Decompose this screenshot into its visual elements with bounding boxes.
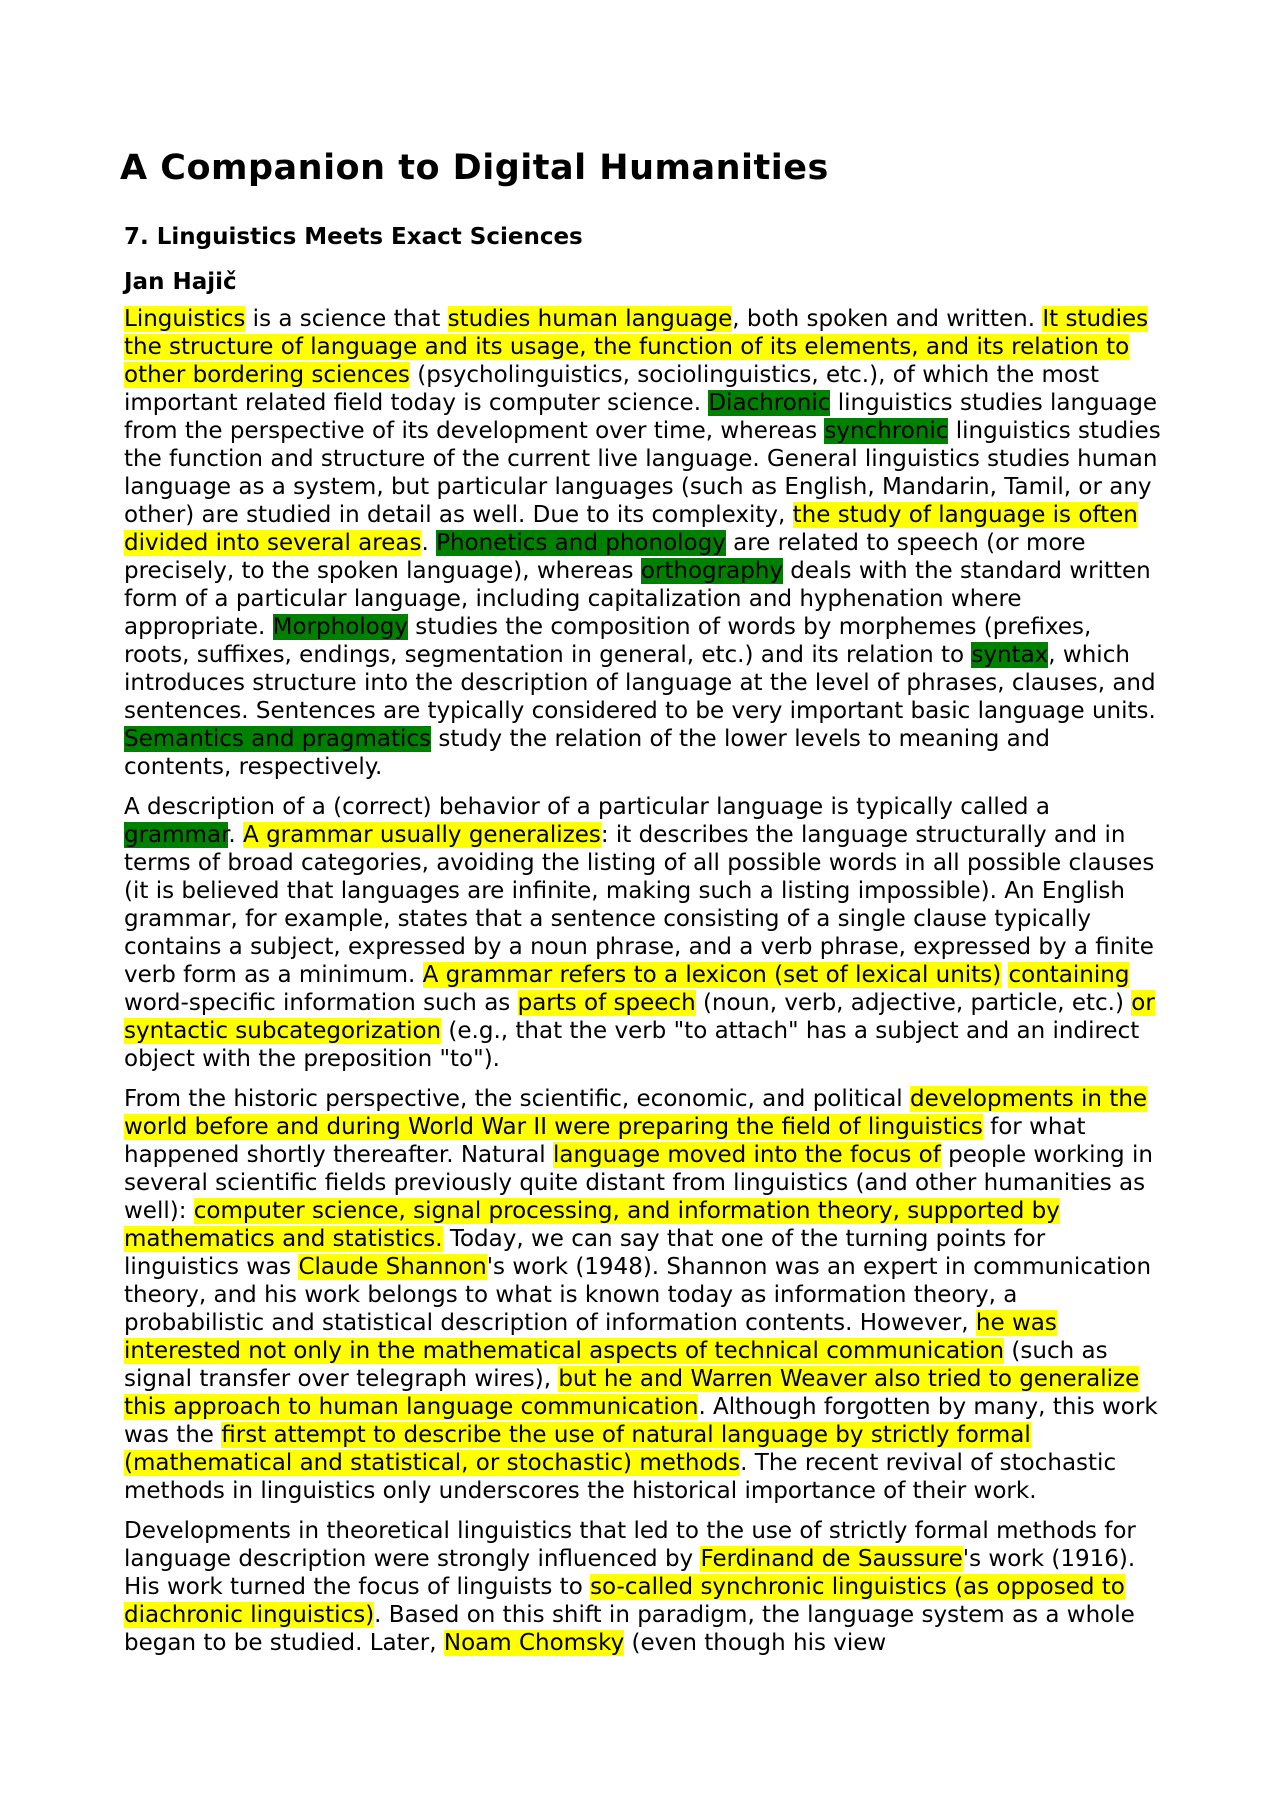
paragraph-text: word-specific information such as bbox=[124, 990, 518, 1016]
highlight-green: grammar bbox=[124, 822, 229, 848]
highlight-yellow: so-called synchronic linguistics (as opposed to diachronic linguistics) bbox=[124, 1574, 1125, 1628]
paragraph-text: people working in several scientific fields previously quite distant from linguistics (and other humanities as well): bbox=[124, 1142, 1153, 1224]
document-title: A Companion to Digital Humanities bbox=[120, 148, 829, 188]
highlight-green: orthography bbox=[640, 558, 783, 584]
paragraph-text: , both spoken and written. bbox=[732, 306, 1043, 332]
paragraph-text: linguistics studies the function and structure of the current live language. General linguistics studies human language as a system, but particular languages (such as English, Mandarin, Tamil, or any other) are studied in detail as well. Due to its complexity, bbox=[124, 418, 1161, 528]
highlight-yellow: A grammar refers to a lexicon (set of lexical units) bbox=[422, 962, 1002, 988]
paragraph bbox=[124, 1085, 1164, 1505]
highlight-yellow: containing bbox=[1008, 962, 1130, 988]
paragraph-text: (e.g., that the verb "to attach" has a subject and an indirect object with the preposition "to"). bbox=[124, 1018, 1140, 1072]
highlight-yellow: first attempt to describe the use of natural language by strictly formal (mathematical and statistical, or stochastic) methods bbox=[124, 1422, 1031, 1476]
highlight-green: synchronic bbox=[824, 418, 949, 444]
paragraph-text: deals with the standard written form of a particular language, including capitalization and hyphenation where appropriate. bbox=[124, 558, 1151, 640]
paragraph bbox=[124, 305, 1164, 781]
paragraph-text: . The recent revival of stochastic methods in linguistics only underscores the historical importance of their work. bbox=[124, 1450, 1117, 1504]
paragraph-text: A description of a (correct) behavior of a particular language is typically called a bbox=[124, 794, 1050, 820]
highlight-yellow: studies human language bbox=[447, 306, 733, 332]
highlight-yellow: but he and Warren Weaver also tried to generalize this approach to human language communication bbox=[124, 1366, 1140, 1420]
paragraph bbox=[124, 1517, 1164, 1657]
paragraph-text: . Although forgotten by many, this work was the bbox=[124, 1394, 1158, 1448]
paragraph-text: for what happened shortly thereafter. Natural bbox=[124, 1114, 1086, 1168]
paragraph-text: 's work (1916). His work turned the focus of linguists to bbox=[124, 1546, 1136, 1600]
paragraph-text: , which introduces structure into the description of language at the level of phrases, clauses, and sentences. Sentences are typically considered to be very important basic language units. bbox=[124, 642, 1156, 724]
paragraph-text: From the historic perspective, the scientific, economic, and political bbox=[124, 1086, 910, 1112]
highlight-yellow: parts of speech bbox=[517, 990, 696, 1016]
highlight-yellow: Linguistics bbox=[124, 306, 246, 332]
paragraph-text: (even though his view bbox=[624, 1630, 887, 1656]
highlight-yellow: A grammar usually generalizes bbox=[243, 822, 601, 848]
highlight-green: Semantics and pragmatics bbox=[124, 726, 432, 752]
document-body bbox=[124, 305, 1164, 1669]
paragraph-text: 's work (1948). Shannon was an expert in communication theory, and his work belongs to what is known today as information theory, a probabilistic and statistical description of information contents. However, bbox=[124, 1254, 1152, 1336]
paragraph-text: . bbox=[228, 822, 244, 848]
paragraph-text: : it describes the language structurally and in terms of broad categories, avoiding the listing of all possible words in all possible clauses (it is believed that languages are infinite, making such a listing impossible). An English grammar, for example, states that a sentence consisting of a single clause typically contains a subject, expressed by a noun phrase, and a verb phrase, expressed by a finite verb form as a minimum. bbox=[124, 822, 1155, 988]
chapter-heading: 7. Linguistics Meets Exact Sciences bbox=[124, 224, 583, 250]
paragraph-text: are related to speech (or more precisely, to the spoken language), whereas bbox=[124, 530, 1086, 584]
highlight-green: Morphology bbox=[272, 614, 408, 640]
highlight-yellow: Noam Chomsky bbox=[443, 1630, 625, 1656]
paragraph-text: (such as signal transfer over telegraph wires), bbox=[124, 1338, 1108, 1392]
highlight-yellow: or syntactic subcategorization bbox=[124, 990, 1155, 1044]
highlight-yellow: computer science, signal processing, and information theory, supported by mathematics and statistics. bbox=[124, 1198, 1060, 1252]
highlight-yellow: Claude Shannon bbox=[298, 1254, 487, 1280]
highlight-yellow: he was interested not only in the mathematical aspects of technical communication bbox=[124, 1310, 1057, 1364]
paragraph-text: Developments in theoretical linguistics that led to the use of strictly formal methods for language description were strongly influenced by bbox=[124, 1518, 1136, 1572]
paragraph-text: is a science that bbox=[245, 306, 448, 332]
highlight-yellow: It studies the structure of language and its usage, the function of its elements, and its relation to other bordering sciences bbox=[124, 306, 1149, 388]
author-name: Jan Hajič bbox=[124, 269, 237, 295]
paragraph-text: (noun, verb, adjective, particle, etc.) bbox=[695, 990, 1132, 1016]
highlight-yellow: Ferdinand de Saussure bbox=[700, 1546, 963, 1572]
highlight-yellow: developments in the world before and during World War II were preparing the field of linguistics bbox=[124, 1086, 1148, 1140]
highlight-green: Phonetics and phonology bbox=[436, 530, 726, 556]
paragraph-text: (psycholinguistics, sociolinguistics, etc.), of which the most important related field today is computer science. bbox=[124, 362, 1100, 416]
paragraph-text: linguistics studies language from the perspective of its development over time, whereas bbox=[124, 390, 1158, 444]
paragraph-text: . bbox=[421, 530, 437, 556]
highlight-yellow: the study of language is often divided into several areas bbox=[124, 502, 1138, 556]
paragraph-text: studies the composition of words by morphemes (prefixes, roots, suffixes, endings, segmentation in general, etc.) and its relation to bbox=[124, 614, 1092, 668]
highlight-green: syntax bbox=[971, 642, 1049, 668]
paragraph bbox=[124, 793, 1164, 1073]
paragraph-text: . Based on this shift in paradigm, the language system as a whole began to be studied. Later, bbox=[124, 1602, 1135, 1656]
highlight-yellow: language moved into the focus of bbox=[553, 1142, 941, 1168]
paragraph-text: Today, we can say that one of the turning points for linguistics was bbox=[124, 1226, 1046, 1280]
paragraph-text: study the relation of the lower levels to meaning and contents, respectively. bbox=[124, 726, 1050, 780]
highlight-green: Diachronic bbox=[708, 390, 831, 416]
